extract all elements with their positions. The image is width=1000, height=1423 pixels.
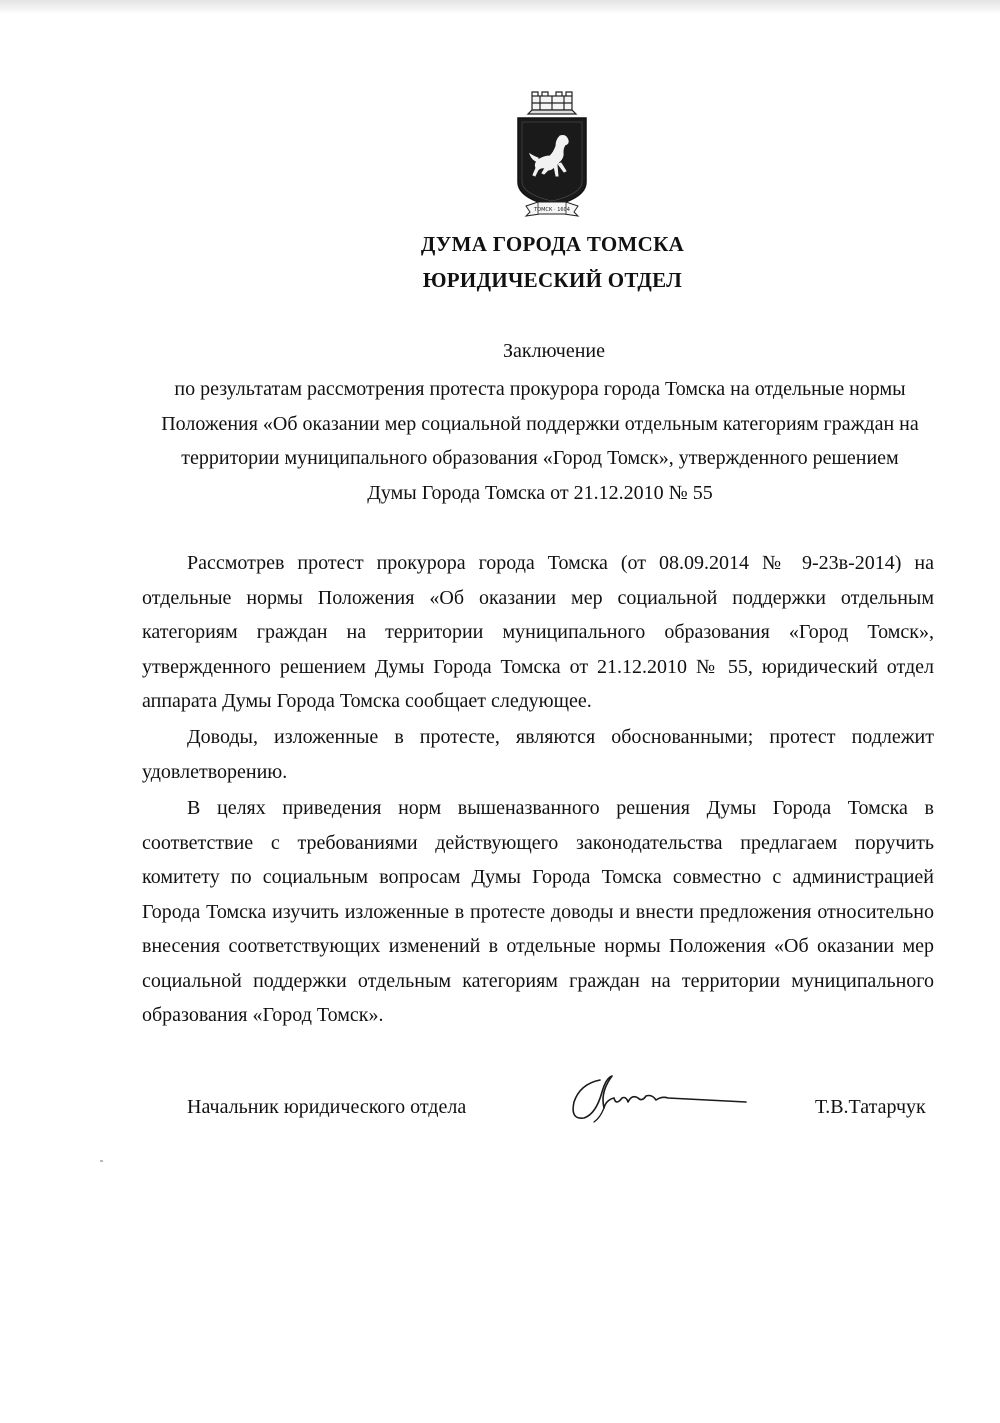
document-subject <box>130 372 950 510</box>
body-paragraph: Доводы, изложенные в протесте, являются обоснованными; протест подлежит удовлетворению. <box>142 726 934 783</box>
tomsk-coat-of-arms-icon <box>508 90 596 220</box>
scan-top-edge <box>0 0 1000 14</box>
signatory-role: Начальник юридического отдела <box>187 1096 467 1118</box>
org-name: ДУМА ГОРОДА ТОМСКА <box>420 232 685 256</box>
department-name: ЮРИДИЧЕСКИЙ ОТДЕЛ <box>422 268 683 292</box>
document-title: Заключение <box>503 340 605 362</box>
signatory-name: Т.В.Татарчук <box>815 1096 926 1118</box>
subject-line: по результатам рассмотрения протеста прокурора города Томска на отдельные нормы <box>174 378 906 400</box>
handwritten-signature <box>560 1062 760 1132</box>
scan-mark <box>100 1160 103 1162</box>
body-paragraph: В целях приведения норм вышеназванного решения Думы Города Томска в соответствие с требованиями действующего законодательства предлагаем поручить комитету по социальным вопросам Думы Города Томска совместно с администрацией Города Томска изучить изложенные в протесте доводы и внести предложения относительно внесения соответствующих изменений в отдельные нормы Положения «Об оказании мер социальной поддержки отдельным категориям граждан на территории муниципального образования «Город Томск». <box>142 797 934 1026</box>
subject-line: Думы Города Томска от 21.12.2010 № 55 <box>367 481 713 504</box>
body-paragraph: Рассмотрев протест прокурора города Томска (от 08.09.2014 № 9-23в-2014) на отдельные нормы Положения «Об оказании мер социальной поддержки отдельным категориям граждан на территории муниципального образования «Город Томск», утвержденного решением Думы Города Томска от 21.12.2010 № 55, юридический отдел аппарата Думы Города Томска сообщает следующее. <box>142 552 934 712</box>
subject-line: Положения «Об оказании мер социальной поддержки отдельным категориям граждан на <box>161 412 919 435</box>
subject-line: территории муниципального образования «Город Томск», утвержденного решением <box>181 447 899 469</box>
svg-text:ТОМСК · 1604: ТОМСК · 1604 <box>534 207 570 213</box>
